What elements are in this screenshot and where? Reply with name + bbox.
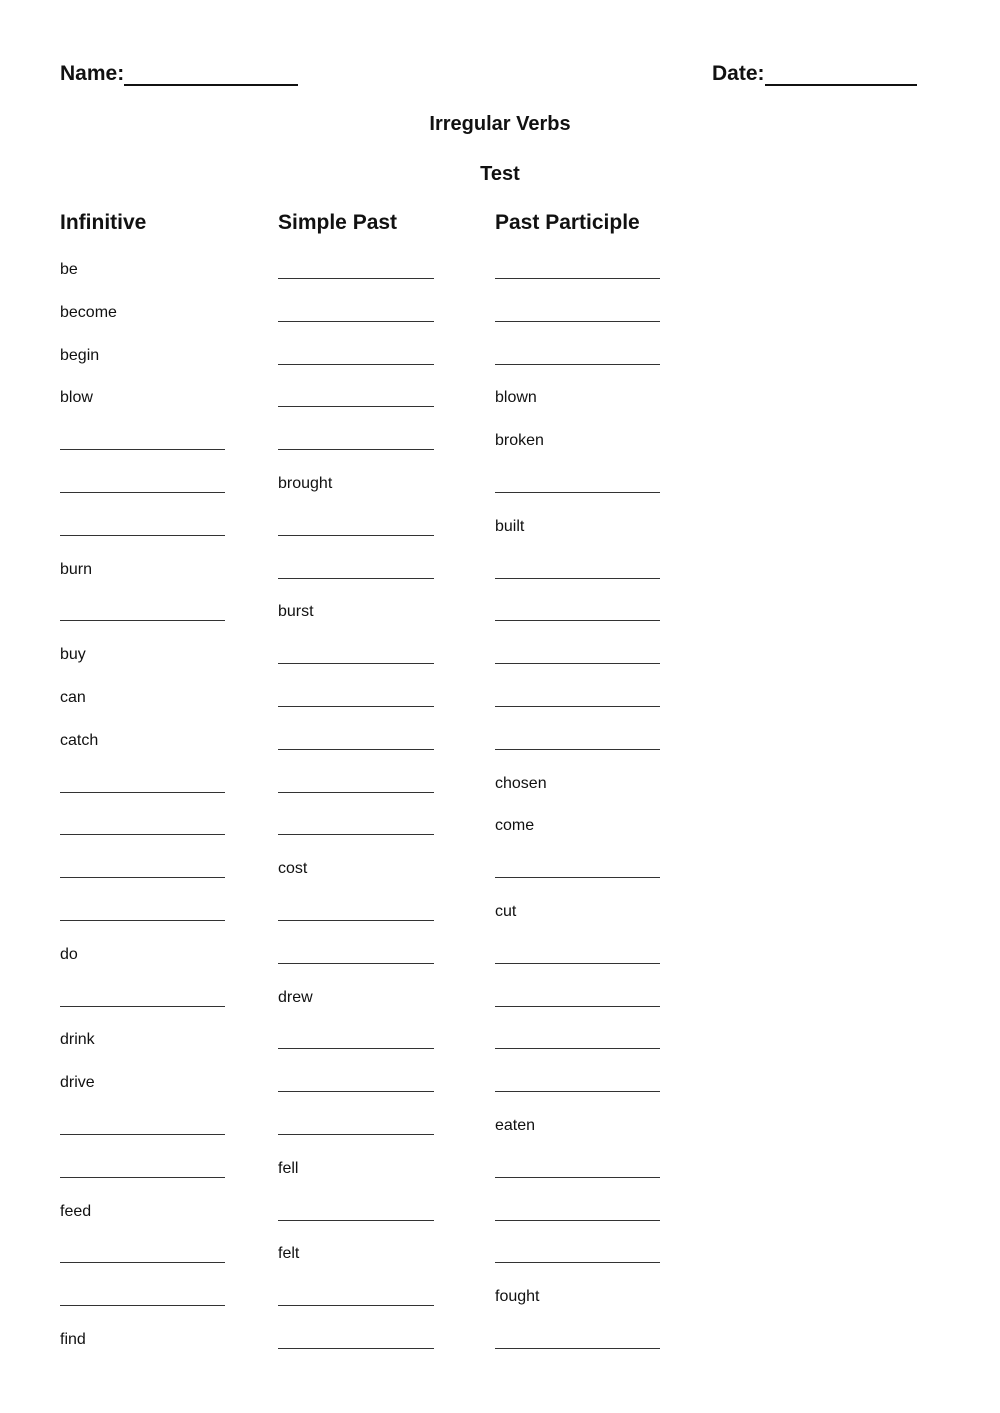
simple-past-answer-blank[interactable]	[278, 449, 434, 450]
past-participle-cell: eaten	[495, 1117, 536, 1134]
past-participle-answer-blank[interactable]	[495, 1091, 660, 1092]
simple-past-cell: fell	[278, 1159, 299, 1177]
infinitive-answer-blank[interactable]	[60, 1177, 225, 1178]
simple-past-answer-blank[interactable]	[278, 535, 434, 536]
infinitive-cell: find	[60, 1331, 86, 1348]
page-title: Irregular Verbs	[429, 113, 571, 135]
simple-past-answer-blank[interactable]	[278, 834, 434, 835]
simple-past-cell: brought	[278, 475, 333, 492]
past-participle-answer-blank[interactable]	[495, 963, 660, 964]
simple-past-cell: cost	[278, 860, 308, 878]
name-blank[interactable]	[124, 62, 298, 86]
simple-past-answer-blank[interactable]	[278, 749, 434, 750]
infinitive-answer-blank[interactable]	[60, 449, 225, 450]
infinitive-answer-blank[interactable]	[60, 1006, 225, 1007]
infinitive-answer-blank[interactable]	[60, 1262, 225, 1263]
name-label: Name:	[60, 62, 125, 85]
past-participle-answer-blank[interactable]	[495, 578, 660, 579]
simple-past-answer-blank[interactable]	[278, 278, 434, 279]
date-field[interactable]	[712, 62, 917, 86]
infinitive-answer-blank[interactable]	[60, 792, 225, 793]
infinitive-cell: become	[60, 303, 117, 321]
simple-past-cell: drew	[278, 988, 313, 1006]
infinitive-cell: begin	[60, 346, 100, 364]
simple-past-cell: burst	[278, 603, 314, 621]
infinitive-cell: do	[60, 945, 78, 963]
infinitive-answer-blank[interactable]	[60, 1134, 225, 1135]
simple-past-cell: felt	[278, 1245, 300, 1263]
past-participle-answer-blank[interactable]	[495, 877, 660, 878]
infinitive-cell: drink	[60, 1031, 95, 1049]
simple-past-answer-blank[interactable]	[278, 1091, 434, 1092]
simple-past-answer-blank[interactable]	[278, 792, 434, 793]
date-blank[interactable]	[765, 62, 917, 86]
past-participle-answer-blank[interactable]	[495, 1048, 660, 1049]
infinitive-answer-blank[interactable]	[60, 877, 225, 878]
infinitive-cell: be	[60, 261, 78, 278]
infinitive-cell: buy	[60, 646, 86, 664]
past-participle-answer-blank[interactable]	[495, 749, 660, 750]
past-participle-cell: fought	[495, 1288, 540, 1306]
past-participle-answer-blank[interactable]	[495, 364, 660, 365]
page-subtitle: Test	[480, 163, 520, 185]
past-participle-cell: cut	[495, 903, 517, 920]
simple-past-answer-blank[interactable]	[278, 1305, 434, 1306]
simple-past-answer-blank[interactable]	[278, 706, 434, 707]
past-participle-answer-blank[interactable]	[495, 620, 660, 621]
name-field[interactable]	[60, 62, 298, 86]
infinitive-cell: feed	[60, 1202, 92, 1220]
date-label: Date:	[712, 62, 765, 85]
past-participle-answer-blank[interactable]	[495, 1177, 660, 1178]
infinitive-cell: burn	[60, 560, 93, 578]
simple-past-answer-blank[interactable]	[278, 963, 434, 964]
simple-past-answer-blank[interactable]	[278, 406, 434, 407]
past-participle-cell: come	[495, 817, 535, 835]
simple-past-answer-blank[interactable]	[278, 578, 434, 579]
past-participle-cell: chosen	[495, 774, 547, 792]
infinitive-answer-blank[interactable]	[60, 920, 225, 921]
infinitive-cell: can	[60, 689, 86, 706]
past-participle-cell: built	[495, 517, 525, 535]
infinitive-answer-blank[interactable]	[60, 1305, 225, 1306]
infinitive-cell: catch	[60, 731, 99, 749]
past-participle-answer-blank[interactable]	[495, 1348, 660, 1349]
past-participle-answer-blank[interactable]	[495, 321, 660, 322]
column-header-infinitive: Infinitive	[60, 211, 147, 234]
column-header-simple-past: Simple Past	[278, 211, 398, 234]
past-participle-cell: blown	[495, 389, 537, 407]
past-participle-answer-blank[interactable]	[495, 492, 660, 493]
simple-past-answer-blank[interactable]	[278, 1134, 434, 1135]
simple-past-answer-blank[interactable]	[278, 321, 434, 322]
past-participle-answer-blank[interactable]	[495, 278, 660, 279]
simple-past-answer-blank[interactable]	[278, 1220, 434, 1221]
simple-past-answer-blank[interactable]	[278, 364, 434, 365]
infinitive-answer-blank[interactable]	[60, 620, 225, 621]
simple-past-answer-blank[interactable]	[278, 920, 434, 921]
infinitive-answer-blank[interactable]	[60, 834, 225, 835]
column-header-past-participle: Past Participle	[495, 211, 640, 234]
infinitive-answer-blank[interactable]	[60, 492, 225, 493]
simple-past-answer-blank[interactable]	[278, 663, 434, 664]
infinitive-cell: blow	[60, 389, 93, 407]
past-participle-answer-blank[interactable]	[495, 1262, 660, 1263]
infinitive-answer-blank[interactable]	[60, 535, 225, 536]
past-participle-answer-blank[interactable]	[495, 663, 660, 664]
infinitive-cell: drive	[60, 1074, 95, 1092]
simple-past-answer-blank[interactable]	[278, 1048, 434, 1049]
simple-past-answer-blank[interactable]	[278, 1348, 434, 1349]
past-participle-cell: broken	[495, 432, 544, 450]
past-participle-answer-blank[interactable]	[495, 706, 660, 707]
past-participle-answer-blank[interactable]	[495, 1220, 660, 1221]
past-participle-answer-blank[interactable]	[495, 1006, 660, 1007]
